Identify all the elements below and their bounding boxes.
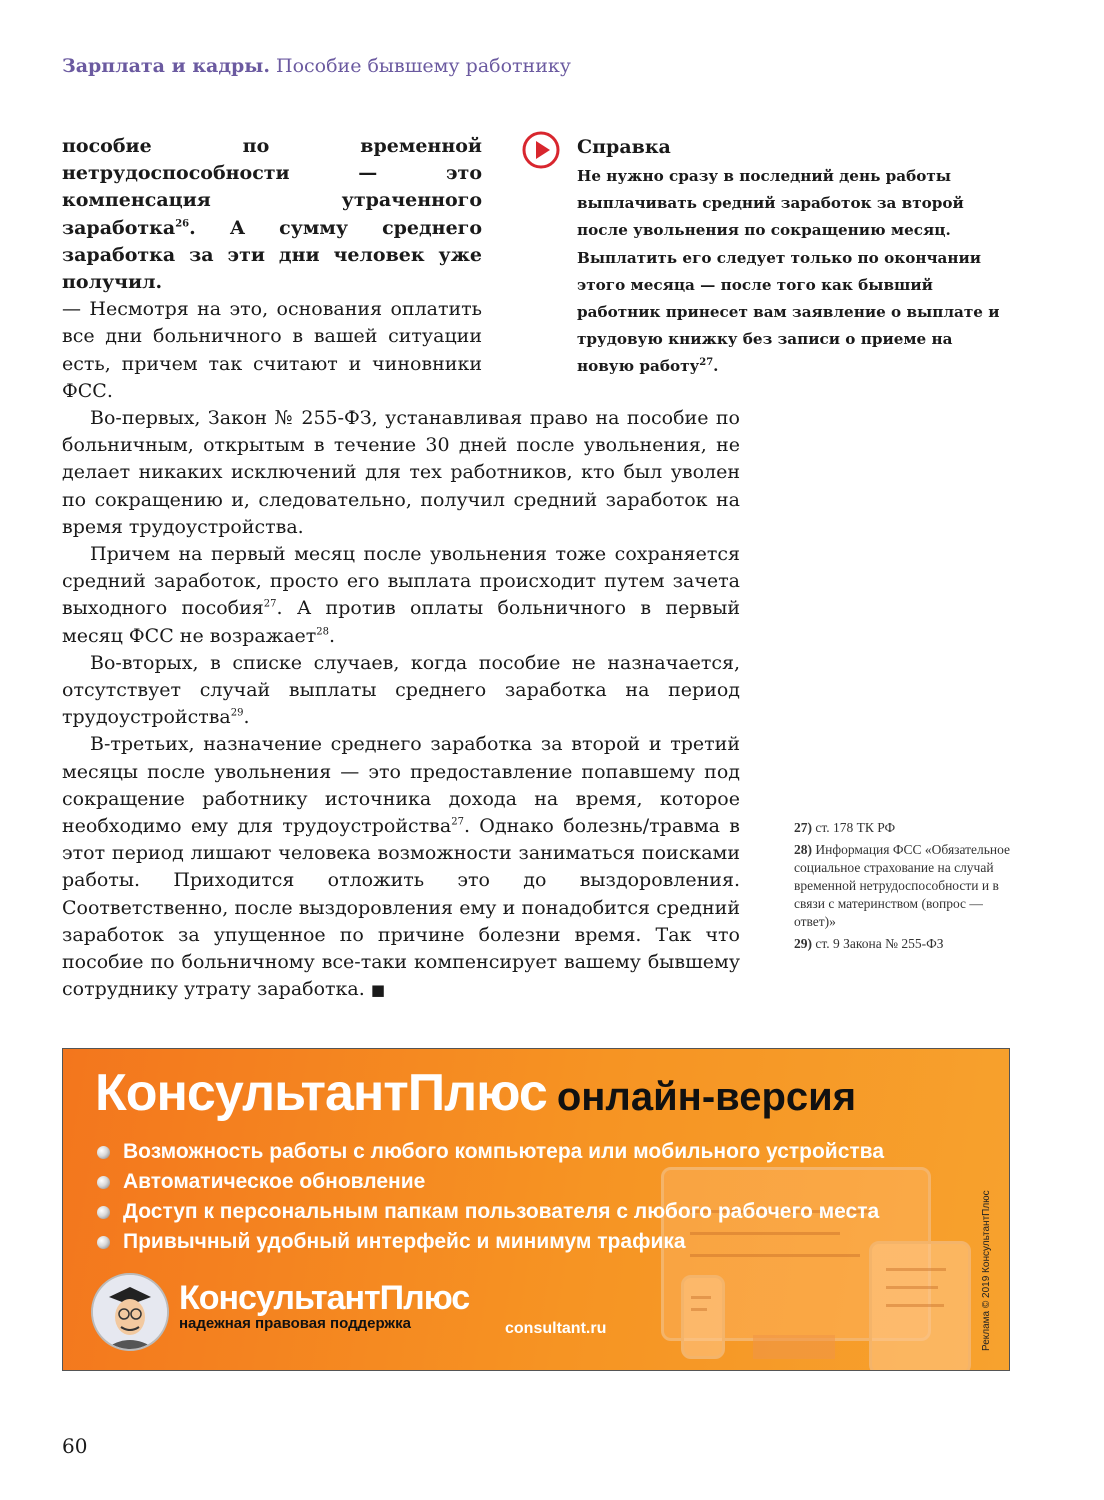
paragraph: Во-первых, Закон № 255-ФЗ, устанавливая право на пособие по больничным, открытым в течение 30 дней после увольнения, не делает никаких исключений для тех работников, кто был уволен по сокращению и, следовательно, получил средний заработок на время трудоустройства. [62, 407, 740, 538]
page-number: 60 [62, 1434, 88, 1458]
tablet-illustration [869, 1241, 971, 1371]
list-item: Доступ к персональным папкам пользователя с любого рабочего места [95, 1197, 884, 1227]
header-title: Пособие бывшему работнику [276, 55, 571, 77]
logo-tagline: надежная правовая поддержка [179, 1315, 411, 1332]
footnote-ref[interactable]: 28 [316, 626, 330, 638]
footnote [794, 819, 1020, 837]
bullet-icon [97, 1236, 110, 1249]
play-icon [521, 130, 561, 170]
list-item: Автоматическое обновление [95, 1167, 884, 1197]
list-item: Возможность работы с любого компьютера или мобильного устройства [95, 1137, 884, 1167]
paragraph: В-третьих, назначение среднего заработка за второй и третий месяцы после увольнения — это предоставление попавшему под сокращение работнику источника дохода на время, которое необходимо ему для трудоустройства$^{27}$. Однако болезнь/травма в этот период лишают человека возможности заниматься поисками работы. Приходится отложить это до выздоровления. Соответственно, после выздоровления ему и понадобится средний заработок за упущенное по причине болезни время. Так что пособие по больничному все-таки компенсирует вашему бывшему сотруднику утрату заработка. ■ [62, 733, 740, 1001]
lead-paragraph: пособие по временной нетрудоспособности — это компенсация утраченного заработка$^{26}$. А сумму среднего заработка за эти дни человек уже получил. [62, 135, 482, 294]
ad-website-link[interactable]: consultant.ru [505, 1320, 607, 1337]
footnote-text: ст. 178 ТК РФ [815, 820, 896, 835]
running-header [62, 55, 571, 77]
header-section: Зарплата и кадры. [62, 55, 270, 77]
ad-headline [95, 1063, 856, 1123]
paragraph: — Несмотря на это, основания оплатить все дни больничного в вашей ситуации есть, причем так считают и чиновники ФСС. [62, 298, 482, 402]
footnote-ref[interactable]: 27 [699, 357, 714, 369]
ad-copyright: Реклама © 2019 КонсультантПлюс [981, 1190, 992, 1351]
logo-name: КонсультантПлюс [179, 1279, 470, 1317]
paragraph: Причем на первый месяц после увольнения тоже сохраняется средний заработок, просто его выплата происходит путем зачета выходного пособия$^{27}$. А против оплаты больничного в первый месяц ФСС не возражает$^{28}$. [62, 543, 740, 647]
footnote-text: ст. 9 Закона № 255-ФЗ [815, 936, 944, 951]
footnote-ref[interactable]: 29 [230, 707, 244, 719]
footnote-ref[interactable]: 27 [263, 599, 277, 611]
reference-text: Не нужно сразу в последний день работы выплачивать средний заработок за второй после увольнения по сокращению месяц. Выплатить его следует только по окончании этого месяца — после того как бывший работник принесет вам заявление о выплате и трудовую книжку без записи о приеме на новую работу$^{27}$. [577, 167, 1000, 376]
footnote-number: 29) [794, 936, 812, 951]
footnote-ref[interactable]: 26 [175, 218, 190, 230]
monitor-stand-illustration [753, 1335, 835, 1359]
advertisement-banner[interactable] [62, 1048, 1010, 1371]
bullet-icon [97, 1206, 110, 1219]
footnote [794, 935, 1020, 953]
paragraph: Во-вторых, в списке случаев, когда пособие не назначается, отсутствует случай выплаты среднего заработка на период трудоустройства$^{29}$. [62, 651, 740, 729]
mascot-avatar-icon [91, 1273, 169, 1351]
bullet-icon [97, 1146, 110, 1159]
ad-brand: КонсультантПлюс [95, 1064, 547, 1122]
footnote-text: Информация ФСС «Обязательное социальное страхование на случай временной нетрудоспособности и в связи с материнством (вопрос — ответ)» [794, 842, 1011, 929]
list-item: Привычный удобный интерфейс и минимум трафика [95, 1227, 884, 1257]
footnote [794, 841, 1020, 931]
ad-suffix: онлайн-версия [556, 1075, 857, 1119]
footnotes [794, 819, 1020, 957]
ad-feature-list [95, 1137, 884, 1257]
footnote-number: 28) [794, 842, 812, 857]
bullet-icon [97, 1176, 110, 1189]
end-mark: ■ [370, 981, 386, 1000]
footnote-ref[interactable]: 27 [451, 816, 464, 828]
reference-title: Справка [577, 136, 671, 158]
footnote-number: 27) [794, 820, 812, 835]
ad-logo [179, 1281, 469, 1333]
phone-illustration [681, 1275, 725, 1359]
